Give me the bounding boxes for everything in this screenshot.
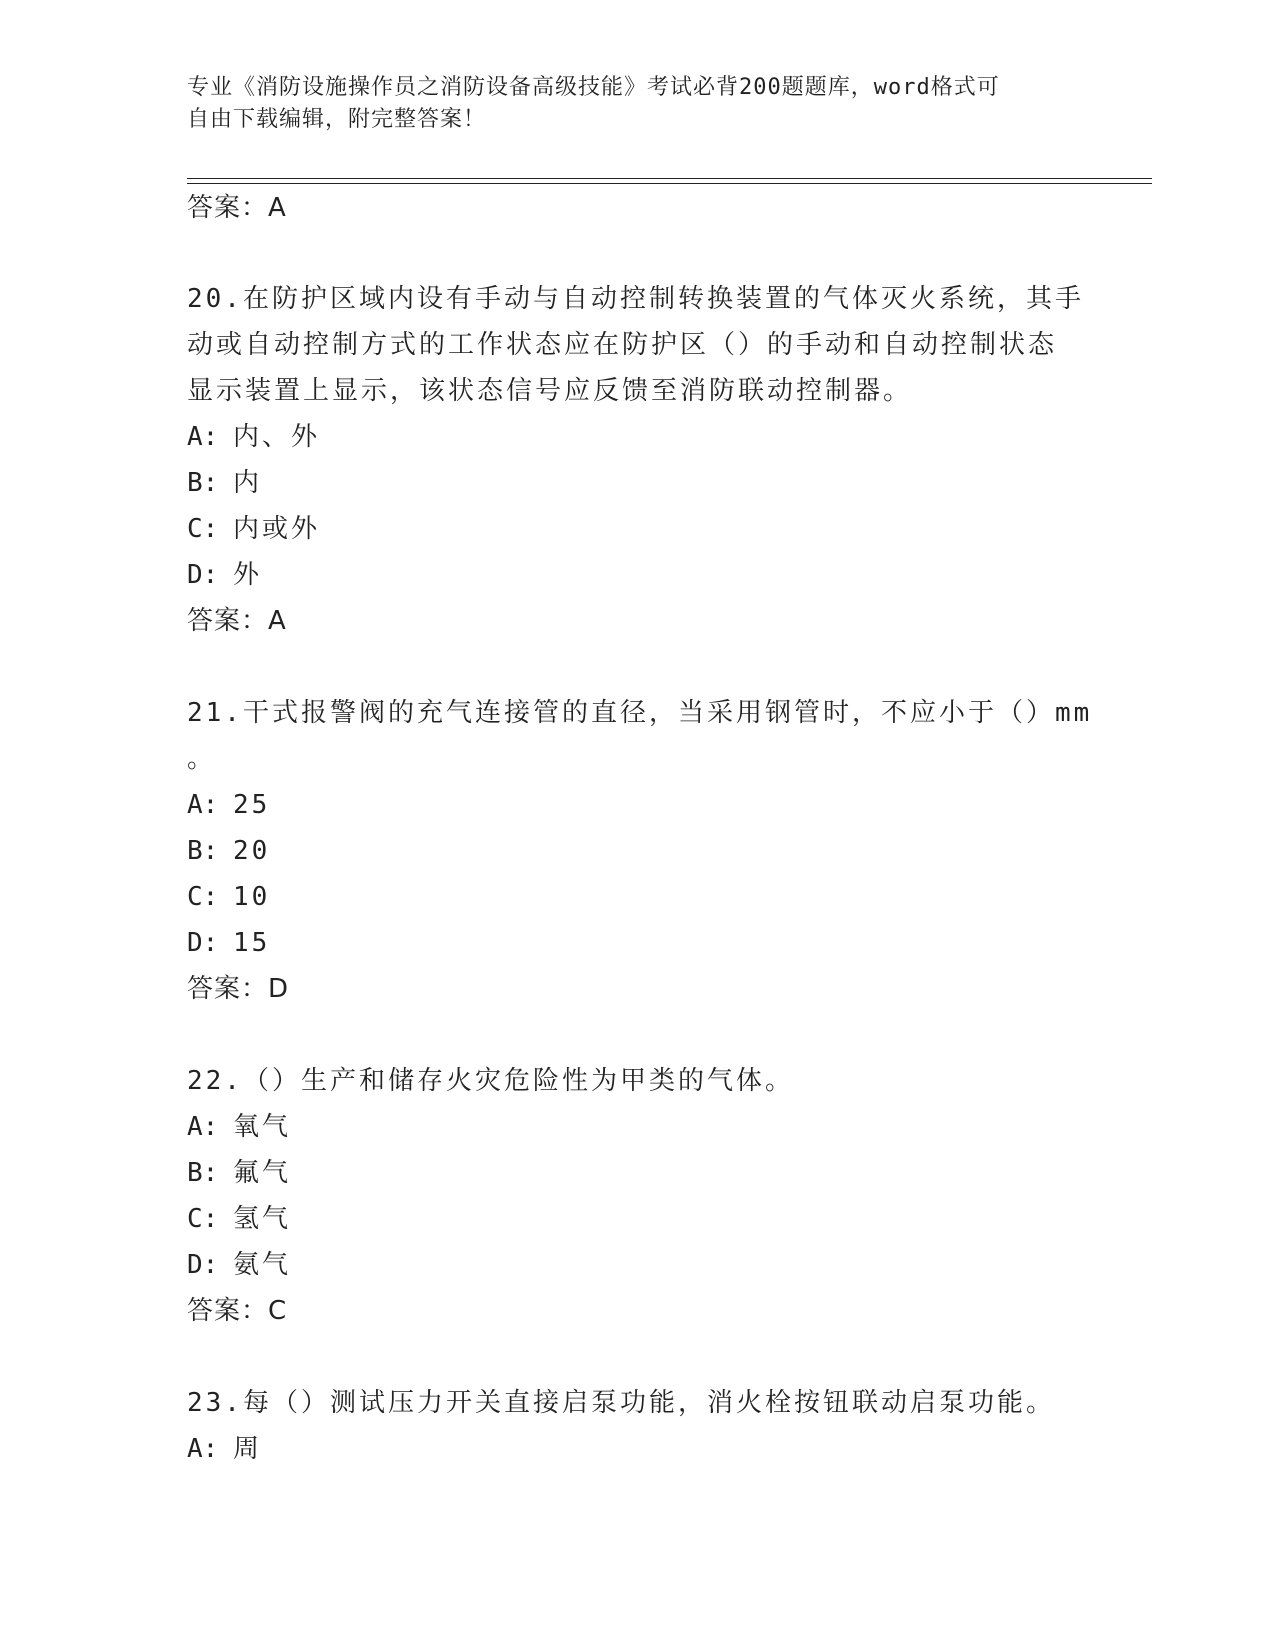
option-d — [187, 552, 262, 598]
option-text: 氢气 — [233, 1204, 292, 1234]
option-label: A: — [187, 790, 219, 820]
option-text: 氟气 — [233, 1158, 292, 1188]
option-text: 10 — [233, 882, 271, 912]
option-c — [187, 1196, 291, 1242]
option-label: D: — [187, 928, 219, 958]
header-divider-top — [187, 178, 1152, 179]
header-divider-bottom — [187, 183, 1152, 184]
question-stem-line: 20.在防护区域内设有手动与自动控制转换装置的气体灭火系统，其手 — [187, 284, 1084, 314]
option-text: 内或外 — [233, 514, 321, 544]
option-text: 15 — [233, 928, 271, 958]
option-text: 内、外 — [233, 422, 321, 452]
option-label: A: — [187, 422, 219, 452]
option-d — [187, 1242, 291, 1288]
option-label: B: — [187, 468, 219, 498]
question-answer: 答案：A — [187, 606, 287, 636]
question-answer: 答案：D — [187, 974, 290, 1004]
option-label: D: — [187, 1250, 219, 1280]
option-text: 周 — [233, 1434, 263, 1464]
option-text: 氨气 — [233, 1250, 292, 1280]
question-answer: 答案：C — [187, 1296, 288, 1326]
option-b — [187, 828, 270, 874]
option-a — [187, 1426, 262, 1472]
option-label: C: — [187, 514, 219, 544]
option-text: 外 — [233, 560, 263, 590]
question-stem-line: 21.干式报警阀的充气连接管的直径，当采用钢管时，不应小于（）mm — [187, 698, 1093, 728]
option-a — [187, 1104, 291, 1150]
question-stem-line: 23.每（）测试压力开关直接启泵功能，消火栓按钮联动启泵功能。 — [187, 1388, 1055, 1418]
question-stem-line: 22.（）生产和储存火灾危险性为甲类的气体。 — [187, 1066, 794, 1096]
option-c — [187, 874, 270, 920]
option-text: 20 — [233, 836, 271, 866]
option-label: A: — [187, 1112, 219, 1142]
option-label: B: — [187, 836, 219, 866]
option-d — [187, 920, 270, 966]
option-text: 氧气 — [233, 1112, 292, 1142]
option-text: 内 — [233, 468, 263, 498]
header-line-2: 自由下载编辑，附完整答案！ — [187, 107, 487, 132]
option-label: D: — [187, 560, 219, 590]
option-b — [187, 460, 262, 506]
question-stem-line: 显示装置上显示，该状态信号应反馈至消防联动控制器。 — [187, 376, 913, 406]
option-text: 25 — [233, 790, 271, 820]
option-a — [187, 782, 270, 828]
option-a — [187, 414, 320, 460]
option-label: C: — [187, 882, 219, 912]
question-stem-line: 动或自动控制方式的工作状态应在防护区（）的手动和自动控制状态 — [187, 330, 1058, 360]
header-line-1: 专业《消防设施操作员之消防设备高级技能》考试必背200题题库，word格式可 — [187, 75, 1000, 100]
document-header — [187, 72, 1067, 136]
option-b — [187, 1150, 291, 1196]
question-stem-line: 。 — [187, 744, 217, 774]
option-label: B: — [187, 1158, 219, 1188]
option-label: A: — [187, 1434, 219, 1464]
option-label: C: — [187, 1204, 219, 1234]
previous-answer: 答案：A — [187, 193, 287, 223]
option-c — [187, 506, 320, 552]
